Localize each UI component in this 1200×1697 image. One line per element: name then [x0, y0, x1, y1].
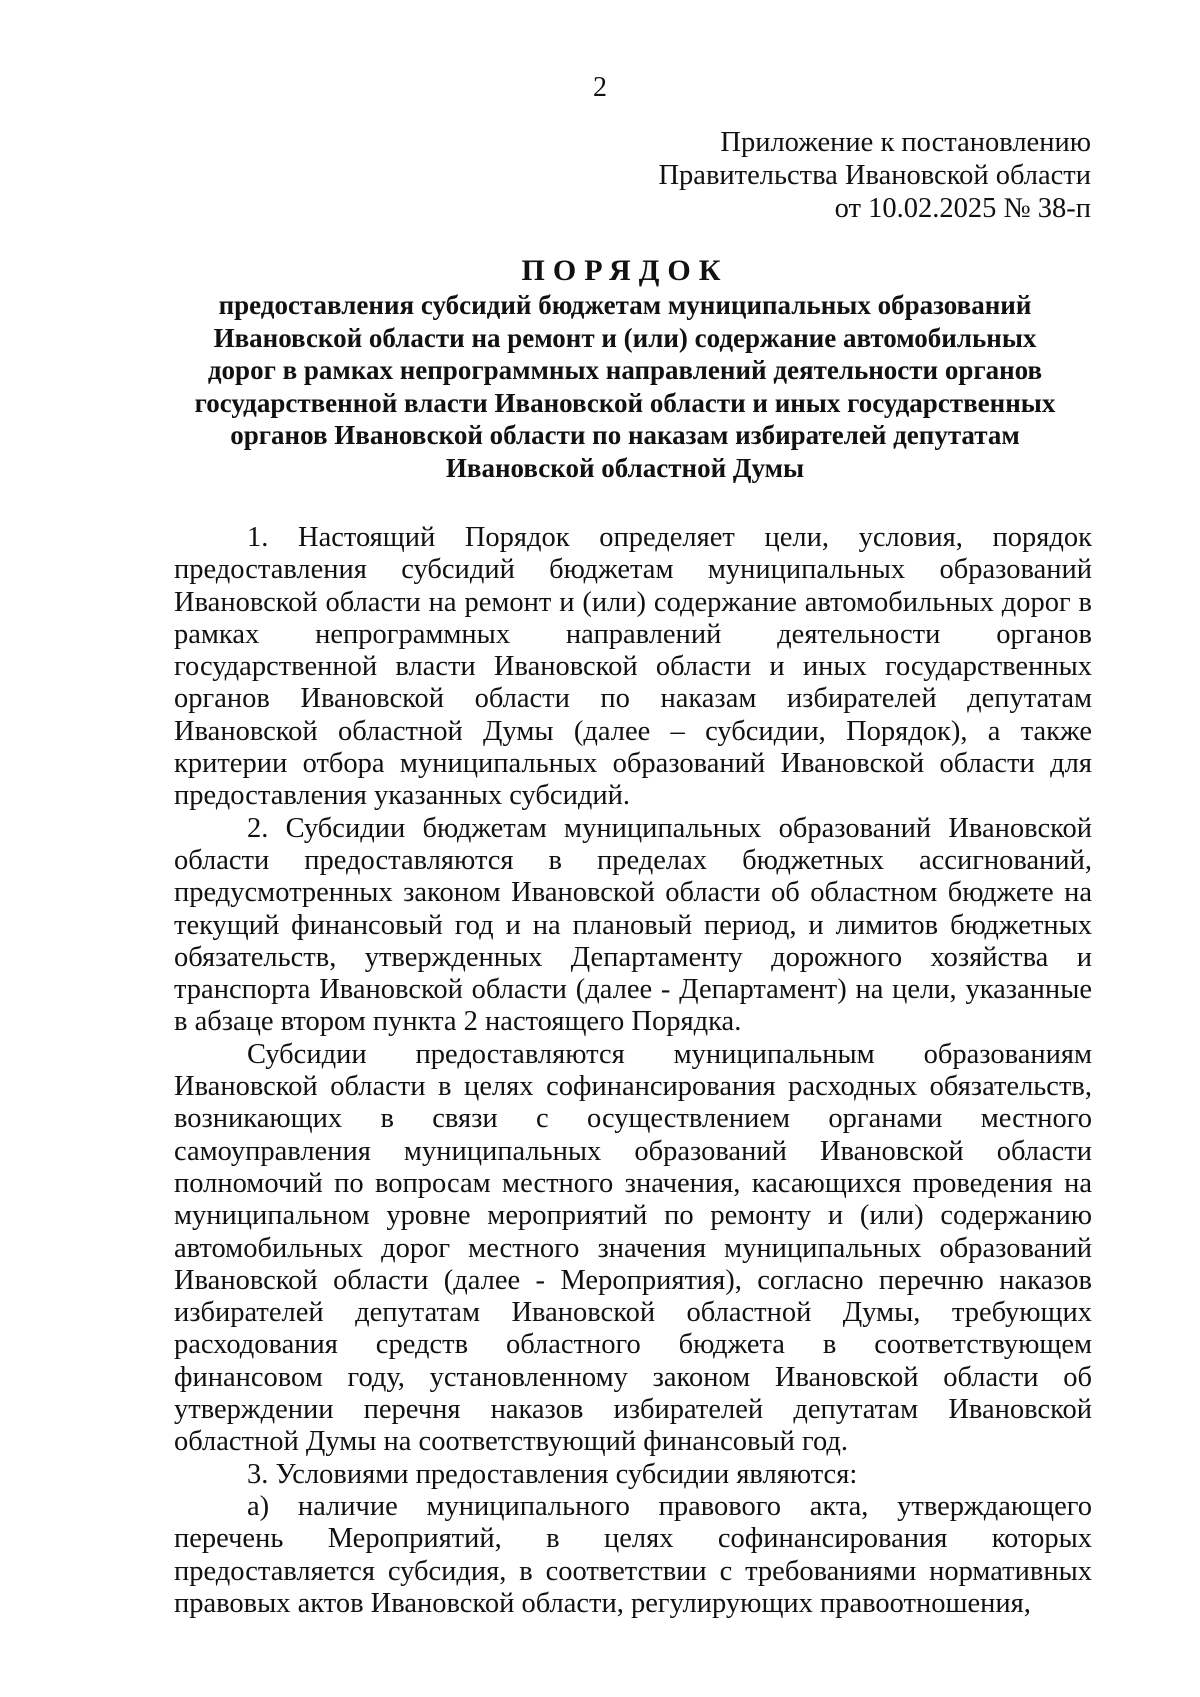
document-subtitle	[160, 289, 1090, 484]
paragraph-line: возникающих в связи с осуществлением органами местного	[174, 1103, 1092, 1135]
paragraph-line: Ивановской области (далее - Мероприятия), согласно перечню наказов	[174, 1264, 1092, 1296]
appendix-line: Правительства Ивановской области	[658, 160, 1091, 191]
paragraph-line: текущий финансовый год и на плановый период, и лимитов бюджетных	[174, 909, 1092, 941]
paragraph-line: Субсидии предоставляются муниципальным образованиям	[247, 1038, 1092, 1070]
paragraph-line: 3. Условиями предоставления субсидии являются:	[247, 1458, 858, 1490]
paragraph-line: обязательств, утвержденных Департаменту дорожного хозяйства и	[174, 941, 1092, 973]
paragraph-line: муниципальном уровне мероприятий по ремонту и (или) содержанию	[174, 1200, 1092, 1232]
subtitle-line: предоставления субсидий бюджетам муниципальных образований	[218, 290, 1032, 320]
subtitle-line: дорог в рамках непрограммных направлений деятельности органов	[207, 355, 1043, 385]
paragraph-line: финансовом году, установленному законом Ивановской области об	[174, 1361, 1092, 1393]
subtitle-line: Ивановской области на ремонт и (или) содержание автомобильных	[213, 322, 1037, 353]
paragraph	[174, 1039, 1092, 1459]
appendix-line: Приложение к постановлению	[720, 127, 1091, 158]
paragraph-line: Ивановской областной Думы (далее – субсидии, Порядок), а также	[174, 715, 1092, 747]
paragraph-line: автомобильных дорог местного значения муниципальных образований	[174, 1232, 1092, 1264]
subtitle-line: государственной власти Ивановской области и иных государственных	[194, 387, 1056, 418]
paragraph-line: Ивановской области в целях софинансирования расходных обязательств,	[174, 1071, 1092, 1103]
paragraph-line: областной Думы на соответствующий финансовый год.	[174, 1426, 849, 1458]
paragraph-line: правовых актов Ивановской области, регулирующих правоотношения,	[174, 1587, 1031, 1619]
paragraph-line: 1. Настоящий Порядок определяет цели, условия, порядок	[247, 522, 1092, 553]
paragraph-line: предоставления субсидий бюджетам муниципальных образований	[174, 554, 1092, 586]
paragraph	[174, 813, 1092, 1039]
paragraph-line: утверждении перечня наказов избирателей депутатам Ивановской	[174, 1394, 1092, 1426]
paragraph-line: предоставления указанных субсидий.	[174, 780, 630, 812]
appendix-header	[591, 126, 1091, 225]
paragraph-line: а) наличие муниципального правового акта, утверждающего	[247, 1490, 1092, 1522]
paragraph-line: полномочий по вопросам местного значения, касающихся проведения на	[174, 1167, 1092, 1199]
paragraph-line: избирателей депутатам Ивановской областной Думы, требующих	[174, 1297, 1092, 1329]
document-body	[174, 522, 1092, 1620]
appendix-line: от 10.02.2025 № 38-п	[834, 193, 1091, 224]
paragraph	[174, 1491, 1092, 1620]
paragraph-line: самоуправления муниципальных образований Ивановской области	[174, 1135, 1092, 1167]
paragraph	[174, 522, 1092, 813]
paragraph-line: рамках непрограммных направлений деятельности органов	[174, 618, 1092, 650]
paragraph-line: области предоставляются в пределах бюджетных ассигнований,	[174, 844, 1092, 876]
paragraph	[174, 1459, 1092, 1491]
paragraph-line: перечень Мероприятий, в целях софинансирования которых	[174, 1523, 1092, 1555]
subtitle-line: Ивановской областной Думы	[445, 452, 805, 483]
document-title: ПОРЯДОК	[521, 254, 729, 287]
page-number: 2	[593, 72, 607, 103]
paragraph-line: в абзаце втором пункта 2 настоящего Порядка.	[174, 1006, 742, 1038]
paragraph-line: критерии отбора муниципальных образований Ивановской области для	[174, 748, 1092, 780]
document-title-block	[160, 253, 1090, 484]
paragraph-line: предусмотренных законом Ивановской области об областном бюджете на	[174, 877, 1092, 909]
paragraph-line: органов Ивановской области по наказам избирателей депутатам	[174, 683, 1092, 715]
paragraph-line: предоставляется субсидия, в соответствии с требованиями нормативных	[174, 1555, 1092, 1587]
paragraph-line: государственной власти Ивановской области и иных государственных	[174, 651, 1092, 683]
paragraph-line: транспорта Ивановской области (далее - Департамент) на цели, указанные	[174, 974, 1092, 1006]
paragraph-line: 2. Субсидии бюджетам муниципальных образований Ивановской	[247, 812, 1092, 844]
subtitle-line: органов Ивановской области по наказам избирателей депутатам	[230, 420, 1020, 450]
paragraph-line: Ивановской области на ремонт и (или) содержание автомобильных дорог в	[174, 586, 1092, 618]
paragraph-line: расходования средств областного бюджета в соответствующем	[174, 1329, 1092, 1361]
